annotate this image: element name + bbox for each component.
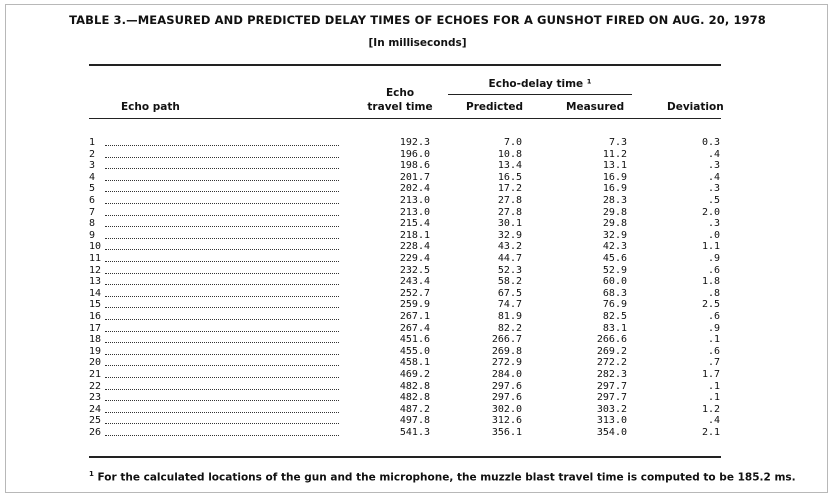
deviation-cell: 1.8	[701, 276, 720, 288]
predicted-cell: 32.9	[497, 229, 522, 241]
echo-path-cell	[89, 288, 341, 300]
echo-path-number: 2	[89, 148, 96, 160]
predicted-cell: 13.4	[497, 160, 522, 172]
leader-dots	[105, 389, 339, 390]
table-row	[0, 160, 835, 172]
table-row	[0, 299, 835, 311]
echo-path-cell	[89, 160, 341, 172]
echo-path-number: 8	[89, 218, 96, 230]
leader-dots	[105, 284, 339, 285]
predicted-cell: 302.0	[491, 403, 522, 415]
leader-dots	[105, 191, 339, 192]
predicted-cell: 16.5	[497, 171, 522, 183]
measured-cell: 28.3	[602, 195, 627, 206]
echo-path-number: 19	[89, 345, 102, 357]
table-row	[0, 415, 835, 427]
echo-path-number: 10	[89, 241, 102, 253]
leader-dots	[105, 342, 339, 343]
table-row	[0, 369, 835, 381]
deviation-cell: .5	[707, 195, 720, 206]
echo-travel-cell: 243.4	[399, 276, 430, 288]
echo-path-cell	[89, 276, 341, 288]
table-row	[0, 230, 835, 242]
echo-path-cell	[89, 183, 341, 195]
measured-cell: 282.3	[596, 369, 627, 380]
predicted-cell: 27.8	[497, 195, 522, 206]
header-measured: Measured	[566, 101, 625, 113]
echo-travel-cell: 215.4	[399, 218, 430, 230]
measured-cell: 29.8	[602, 218, 627, 230]
predicted-cell: 7.0	[503, 137, 522, 148]
echo-path-number: 22	[89, 380, 102, 392]
deviation-cell: 0.3	[701, 137, 720, 148]
table-row	[0, 137, 835, 149]
echo-travel-cell: 482.8	[399, 392, 430, 404]
leader-dots	[105, 412, 339, 413]
leader-dots	[105, 307, 339, 308]
leader-dots	[105, 423, 339, 424]
measured-cell: 82.5	[602, 311, 627, 322]
echo-travel-cell: 228.4	[399, 241, 430, 253]
echo-path-number: 14	[89, 287, 102, 299]
deviation-cell: .9	[707, 253, 720, 264]
echo-path-number: 21	[89, 369, 102, 380]
leader-dots	[105, 377, 339, 378]
echo-path-cell	[89, 427, 341, 439]
table-row	[0, 149, 835, 161]
measured-cell: 29.8	[602, 206, 627, 218]
echo-path-cell	[89, 172, 341, 184]
measured-cell: 297.7	[596, 380, 627, 392]
leader-dots	[105, 319, 339, 320]
predicted-cell: 27.8	[497, 206, 522, 218]
leader-dots	[105, 354, 339, 355]
measured-cell: 16.9	[602, 183, 627, 195]
leader-dots	[105, 273, 339, 274]
header-echo-path: Echo path	[121, 101, 180, 113]
echo-path-cell	[89, 404, 341, 416]
leader-dots	[105, 435, 339, 436]
echo-path-cell	[89, 253, 341, 265]
predicted-cell: 43.2	[497, 241, 522, 253]
predicted-cell: 284.0	[491, 369, 522, 380]
echo-path-cell	[89, 357, 341, 369]
echo-path-number: 18	[89, 334, 102, 346]
measured-cell: 68.3	[602, 287, 627, 299]
leader-dots	[105, 168, 339, 169]
echo-travel-cell: 232.5	[399, 264, 430, 276]
table-row	[0, 241, 835, 253]
echo-path-cell	[89, 323, 341, 335]
echo-path-number: 25	[89, 415, 102, 427]
echo-path-number: 15	[89, 299, 102, 311]
echo-path-cell	[89, 392, 341, 404]
echo-path-cell	[89, 265, 341, 277]
echo-travel-cell: 259.9	[399, 299, 430, 311]
leader-dots	[105, 180, 339, 181]
predicted-cell: 17.2	[497, 183, 522, 195]
header-echo-travel-line1: Echo	[385, 87, 415, 99]
table-row	[0, 311, 835, 323]
measured-cell: 266.6	[596, 334, 627, 346]
predicted-cell: 81.9	[497, 311, 522, 322]
echo-travel-cell: 267.1	[399, 311, 430, 322]
top-rule	[89, 64, 721, 66]
echo-travel-cell: 198.6	[399, 160, 430, 172]
measured-cell: 272.2	[596, 357, 627, 369]
leader-dots	[105, 296, 339, 297]
measured-cell: 7.3	[608, 137, 627, 148]
predicted-cell: 269.8	[491, 345, 522, 357]
leader-dots	[105, 261, 339, 262]
measured-cell: 42.3	[602, 241, 627, 253]
header-echo-travel	[365, 86, 435, 114]
table-units: [In milliseconds]	[368, 37, 467, 49]
deviation-cell: .4	[707, 171, 720, 183]
echo-path-number: 12	[89, 264, 102, 276]
table-row	[0, 183, 835, 195]
echo-travel-cell: 192.3	[399, 137, 430, 148]
echo-path-cell	[89, 149, 341, 161]
leader-dots	[105, 238, 339, 239]
echo-path-number: 13	[89, 276, 102, 288]
table-row	[0, 195, 835, 207]
deviation-cell: .0	[707, 229, 720, 241]
table-row	[0, 288, 835, 300]
measured-cell: 354.0	[596, 427, 627, 438]
deviation-cell: .3	[707, 183, 720, 195]
echo-travel-cell: 487.2	[399, 403, 430, 415]
measured-cell: 269.2	[596, 345, 627, 357]
table-row	[0, 381, 835, 393]
predicted-cell: 74.7	[497, 299, 522, 311]
echo-path-number: 23	[89, 392, 102, 404]
echo-path-number: 4	[89, 171, 96, 183]
header-echo-delay-group: Echo-delay time ¹	[488, 78, 592, 90]
echo-path-cell	[89, 195, 341, 207]
echo-travel-cell: 267.4	[399, 322, 430, 334]
measured-cell: 13.1	[602, 160, 627, 172]
leader-dots	[105, 226, 339, 227]
echo-travel-cell: 455.0	[399, 345, 430, 357]
leader-dots	[105, 215, 339, 216]
header-predicted: Predicted	[466, 101, 523, 113]
deviation-cell: .1	[707, 392, 720, 404]
footnote-marker: 1	[89, 470, 94, 478]
measured-cell: 83.1	[602, 322, 627, 334]
header-echo-travel-line2: travel time	[367, 101, 433, 113]
bottom-rule	[89, 456, 721, 458]
leader-dots	[105, 145, 339, 146]
echo-travel-cell: 458.1	[399, 357, 430, 369]
header-deviation: Deviation	[667, 101, 724, 113]
table-row	[0, 427, 835, 439]
measured-cell: 76.9	[602, 299, 627, 311]
echo-travel-cell: 451.6	[399, 334, 430, 346]
echo-path-cell	[89, 207, 341, 219]
deviation-cell: 1.2	[701, 403, 720, 415]
echo-travel-cell: 196.0	[399, 148, 430, 160]
deviation-cell: 2.0	[701, 206, 720, 218]
echo-travel-cell: 201.7	[399, 171, 430, 183]
measured-cell: 32.9	[602, 229, 627, 241]
deviation-cell: .6	[707, 264, 720, 276]
echo-path-cell	[89, 311, 341, 323]
deviation-cell: .3	[707, 218, 720, 230]
echo-path-number: 6	[89, 195, 96, 206]
predicted-cell: 297.6	[491, 392, 522, 404]
leader-dots	[105, 400, 339, 401]
echo-path-cell	[89, 218, 341, 230]
echo-path-number: 16	[89, 311, 102, 322]
echo-path-number: 7	[89, 206, 96, 218]
deviation-cell: .4	[707, 148, 720, 160]
echo-path-cell	[89, 334, 341, 346]
deviation-cell: 2.1	[701, 427, 720, 438]
predicted-cell: 82.2	[497, 322, 522, 334]
group-rule	[448, 94, 632, 95]
echo-path-cell	[89, 381, 341, 393]
table-row	[0, 404, 835, 416]
deviation-cell: .8	[707, 287, 720, 299]
echo-path-number: 24	[89, 403, 102, 415]
table-row	[0, 207, 835, 219]
table-row	[0, 346, 835, 358]
echo-path-number: 9	[89, 229, 96, 241]
leader-dots	[105, 365, 339, 366]
echo-travel-cell: 202.4	[399, 183, 430, 195]
deviation-cell: .9	[707, 322, 720, 334]
table-row	[0, 357, 835, 369]
echo-path-number: 5	[89, 183, 96, 195]
echo-path-cell	[89, 241, 341, 253]
header-rule	[89, 118, 721, 119]
echo-path-cell	[89, 230, 341, 242]
measured-cell: 297.7	[596, 392, 627, 404]
measured-cell: 45.6	[602, 253, 627, 264]
deviation-cell: 1.1	[701, 241, 720, 253]
table-row	[0, 172, 835, 184]
leader-dots	[105, 157, 339, 158]
measured-cell: 11.2	[602, 148, 627, 160]
echo-path-cell	[89, 369, 341, 381]
leader-dots	[105, 249, 339, 250]
table-title: TABLE 3.—MEASURED AND PREDICTED DELAY TIMES OF ECHOES FOR A GUNSHOT FIRED ON AUG. 20, 1978	[69, 13, 766, 27]
echo-path-cell	[89, 299, 341, 311]
predicted-cell: 58.2	[497, 276, 522, 288]
predicted-cell: 10.8	[497, 148, 522, 160]
leader-dots	[105, 331, 339, 332]
deviation-cell: 1.7	[701, 369, 720, 380]
predicted-cell: 312.6	[491, 415, 522, 427]
table-row	[0, 334, 835, 346]
echo-path-number: 26	[89, 427, 102, 438]
echo-travel-cell: 497.8	[399, 415, 430, 427]
table-row	[0, 392, 835, 404]
table-row	[0, 276, 835, 288]
echo-travel-cell: 213.0	[399, 195, 430, 206]
footnote-text: For the calculated locations of the gun and the microphone, the muzzle blast travel time is computed to be 185.2 ms.	[97, 471, 796, 484]
deviation-cell: .1	[707, 380, 720, 392]
echo-travel-cell: 541.3	[399, 427, 430, 438]
predicted-cell: 356.1	[491, 427, 522, 438]
predicted-cell: 44.7	[497, 253, 522, 264]
echo-path-cell	[89, 137, 341, 149]
echo-path-number: 20	[89, 357, 102, 369]
predicted-cell: 30.1	[497, 218, 522, 230]
measured-cell: 52.9	[602, 264, 627, 276]
echo-path-number: 17	[89, 322, 102, 334]
deviation-cell: .6	[707, 345, 720, 357]
predicted-cell: 52.3	[497, 264, 522, 276]
echo-travel-cell: 252.7	[399, 287, 430, 299]
deviation-cell: .1	[707, 334, 720, 346]
echo-path-cell	[89, 346, 341, 358]
measured-cell: 313.0	[596, 415, 627, 427]
predicted-cell: 67.5	[497, 287, 522, 299]
table-row	[0, 253, 835, 265]
echo-path-cell	[89, 415, 341, 427]
table-row	[0, 265, 835, 277]
deviation-cell: .3	[707, 160, 720, 172]
measured-cell: 16.9	[602, 171, 627, 183]
predicted-cell: 266.7	[491, 334, 522, 346]
echo-travel-cell: 218.1	[399, 229, 430, 241]
measured-cell: 303.2	[596, 403, 627, 415]
deviation-cell: .4	[707, 415, 720, 427]
table-row	[0, 218, 835, 230]
footnote	[89, 470, 796, 484]
predicted-cell: 297.6	[491, 380, 522, 392]
leader-dots	[105, 203, 339, 204]
deviation-cell: .7	[707, 357, 720, 369]
measured-cell: 60.0	[602, 276, 627, 288]
echo-travel-cell: 469.2	[399, 369, 430, 380]
echo-path-number: 1	[89, 137, 96, 148]
deviation-cell: 2.5	[701, 299, 720, 311]
echo-travel-cell: 213.0	[399, 206, 430, 218]
deviation-cell: .6	[707, 311, 720, 322]
predicted-cell: 272.9	[491, 357, 522, 369]
echo-travel-cell: 229.4	[399, 253, 430, 264]
echo-travel-cell: 482.8	[399, 380, 430, 392]
echo-path-number: 11	[89, 253, 102, 264]
table-row	[0, 323, 835, 335]
echo-path-number: 3	[89, 160, 96, 172]
